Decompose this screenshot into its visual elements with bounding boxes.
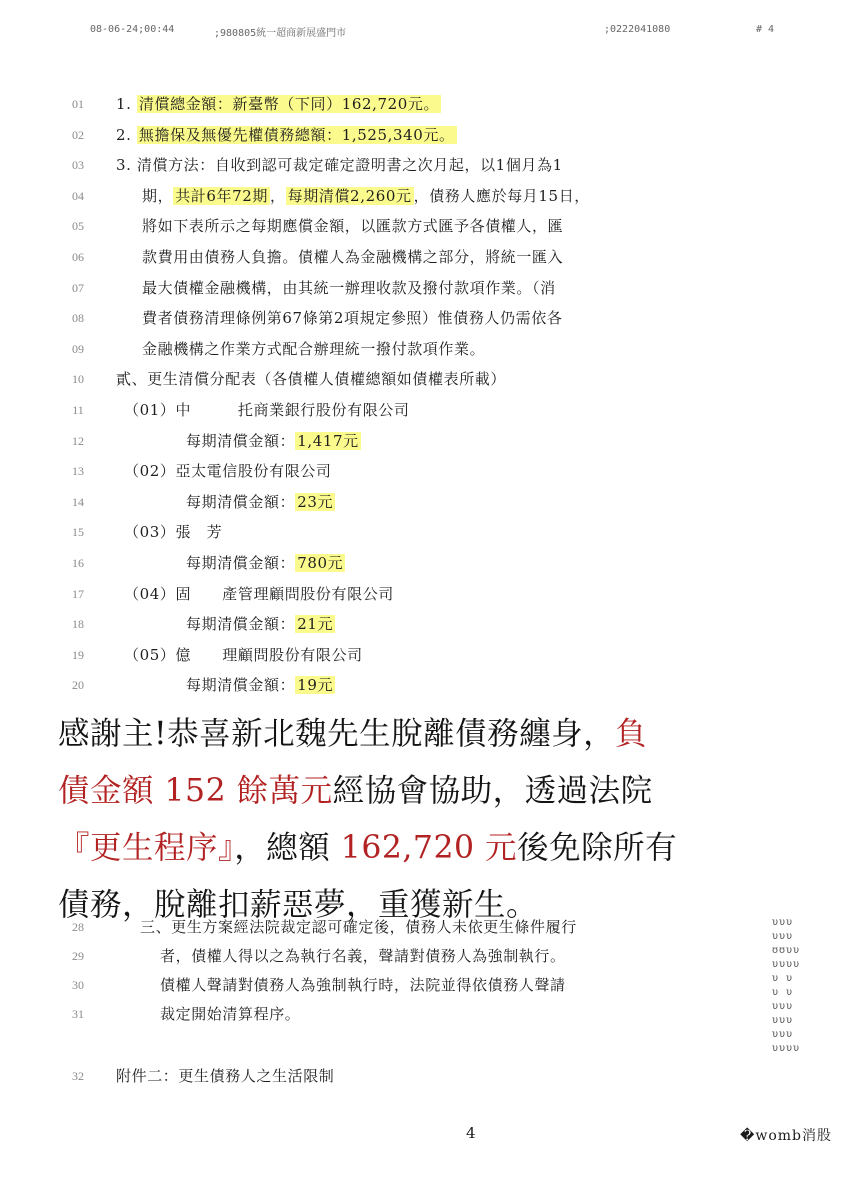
highlighted-text: 每期清償2,260元: [287, 186, 412, 205]
text-segment: 每期清償金額：: [186, 554, 296, 572]
text-segment: 金融機構之作業方式配合辦理統一撥付款項作業。: [142, 339, 486, 358]
text-segment: 費者債務清理條例第67條第2項規定參照）惟債務人仍需依各: [142, 309, 563, 328]
announcement-red-text: 『更生程序』: [58, 830, 235, 866]
line-number: 08: [72, 311, 84, 326]
fax-sender: ;980805統一超商新展盛門市: [214, 28, 347, 39]
text-segment: 貳、更生清償分配表（各債權人債權總額如債權表所載）: [116, 370, 507, 389]
fax-datetime: 08-06-24;00:44: [90, 24, 175, 35]
text-line: [116, 369, 506, 389]
text-segment: 裁定開始清算程序。: [160, 1005, 301, 1023]
text-line: [142, 308, 562, 328]
text-line: [186, 553, 345, 573]
line-number: 11: [72, 403, 84, 417]
text-segment: ，債務人應於每月15日，: [413, 186, 590, 205]
announcement-text: 債務，脫離扣薪惡夢，重獲新生。: [58, 887, 539, 923]
highlighted-text: 780元: [297, 554, 344, 572]
text-line: [160, 975, 566, 995]
line-number: 05: [72, 219, 84, 234]
line-number: 12: [72, 433, 84, 448]
binding-mark: υυυ: [772, 1029, 794, 1040]
text-segment: 每期清償金額：: [186, 615, 296, 634]
binding-mark: υ υ: [772, 973, 794, 984]
text-segment: 每期清償金額：: [186, 492, 296, 511]
text-segment: （02）亞太電信股份有限公司: [124, 462, 332, 481]
text-line: [140, 917, 577, 937]
line-number: 28: [72, 920, 84, 934]
line-number: 01: [72, 97, 84, 111]
text-segment: 3. 清償方法：自收到認可裁定確定證明書之次月起，以1個月為1: [116, 156, 563, 175]
line-number: 13: [72, 464, 84, 479]
text-segment: 期，: [142, 186, 174, 205]
text-segment: 將如下表所示之每期應償金額，以匯款方式匯予各債權人，匯: [142, 217, 564, 236]
text-segment: 最大債權金融機構，由其統一辦理收款及撥付款項作業。（消: [142, 278, 556, 297]
line-number: 30: [72, 978, 84, 992]
line-number: 32: [72, 1069, 84, 1083]
text-line: [186, 675, 335, 695]
line-number: 07: [72, 280, 84, 295]
side-binding-marks: [772, 916, 832, 1056]
line-number: 17: [72, 586, 84, 601]
binding-mark: υυυ: [772, 1001, 794, 1012]
line-number: 10: [72, 372, 84, 387]
binding-mark: υυυυ: [772, 1043, 801, 1054]
highlighted-text: 清償總金額：新臺幣（下同）162,720元。: [138, 95, 440, 113]
announcement-line: [58, 771, 653, 811]
line-number: 29: [72, 949, 84, 963]
highlighted-text: 共計6年72期: [175, 186, 269, 205]
announcement-line: [58, 714, 647, 754]
text-line: [116, 155, 563, 175]
text-segment: （01）中 托商業銀行股份有限公司: [124, 401, 410, 419]
announcement-text: 感謝主!恭喜新北魏先生脫離債務纏身，: [58, 716, 616, 752]
text-line: [142, 186, 590, 206]
line-number: 16: [72, 556, 84, 570]
line-number: 04: [72, 188, 84, 203]
text-line: [160, 946, 566, 966]
text-line: [124, 400, 410, 420]
text-segment: 款費用由債務人負擔。債權人為金融機構之部分，將統一匯入: [142, 248, 564, 266]
text-line: [116, 94, 441, 114]
text-line: [116, 125, 457, 145]
text-line: [186, 431, 361, 451]
text-line: [124, 522, 222, 542]
binding-mark: υυυ: [772, 1015, 794, 1026]
announcement-text: ，總額: [234, 830, 341, 866]
text-segment: 附件二：更生債務人之生活限制: [116, 1067, 335, 1085]
text-line: [124, 584, 394, 604]
text-segment: 三、更生方案經法院裁定認可確定後，債務人未依更生條件履行: [140, 918, 577, 936]
text-segment: （03）張 芳: [124, 523, 223, 542]
binding-mark: υυυ: [772, 931, 794, 942]
text-line: [142, 278, 556, 298]
announcement-red-text: 債金額 152 餘萬元: [58, 773, 333, 809]
text-line: [186, 614, 335, 634]
text-segment: 債權人聲請對債務人為強制執行時，法院並得依債務人聲請: [160, 976, 566, 994]
text-segment: （05）億 理顧問股份有限公司: [124, 645, 363, 664]
fax-page: # 4: [756, 24, 775, 35]
text-line: [160, 1004, 300, 1024]
text-segment: 1.: [116, 95, 137, 113]
highlighted-text: 21元: [297, 615, 334, 634]
line-number: 15: [72, 525, 84, 540]
highlighted-text: 19元: [297, 676, 334, 695]
announcement-red-text: 162,720 元: [340, 830, 518, 866]
text-segment: （04）固 產管理顧問股份有限公司: [124, 584, 394, 603]
text-segment: 2.: [116, 125, 137, 144]
announcement-text: 經協會協助，透過法院: [332, 773, 653, 809]
line-number: 20: [72, 678, 84, 693]
line-number: 14: [72, 494, 84, 509]
text-segment: 每期清償金額：: [186, 431, 296, 450]
text-line: [186, 492, 335, 512]
highlighted-text: 1,417元: [297, 431, 359, 450]
line-number: 03: [72, 158, 84, 173]
highlighted-text: 23元: [297, 492, 334, 511]
footer-page-number: 4: [466, 1124, 476, 1142]
text-segment: 者，債權人得以之為執行名義，聲請對債務人為強制執行。: [160, 947, 566, 965]
announcement-line: [58, 828, 677, 868]
footer-division: �womb消股: [740, 1128, 833, 1144]
announcement-text: 後免除所有: [517, 830, 678, 866]
fax-phone: ;0222041080: [604, 24, 671, 35]
text-line: [124, 645, 363, 665]
text-line: [124, 461, 332, 481]
binding-mark: υ υ: [772, 987, 794, 998]
text-line: [142, 247, 563, 267]
line-number: 31: [72, 1007, 84, 1021]
binding-mark: υυυυ: [772, 959, 801, 970]
announcement-red-text: 負: [615, 716, 648, 752]
text-line: [142, 339, 485, 359]
line-number: 18: [72, 617, 84, 632]
binding-mark: υυυ: [772, 917, 794, 928]
text-segment: ，: [270, 186, 286, 205]
text-segment: 每期清償金額：: [186, 676, 296, 695]
text-line: [116, 1066, 334, 1086]
line-number: 09: [72, 341, 84, 356]
line-number: 02: [72, 127, 84, 142]
line-number: 19: [72, 647, 84, 662]
highlighted-text: 無擔保及無優先權債務總額：1,525,340元。: [138, 125, 455, 144]
binding-mark: ʊʊυυ: [772, 945, 801, 956]
text-line: [142, 216, 563, 236]
line-number: 06: [72, 250, 84, 264]
